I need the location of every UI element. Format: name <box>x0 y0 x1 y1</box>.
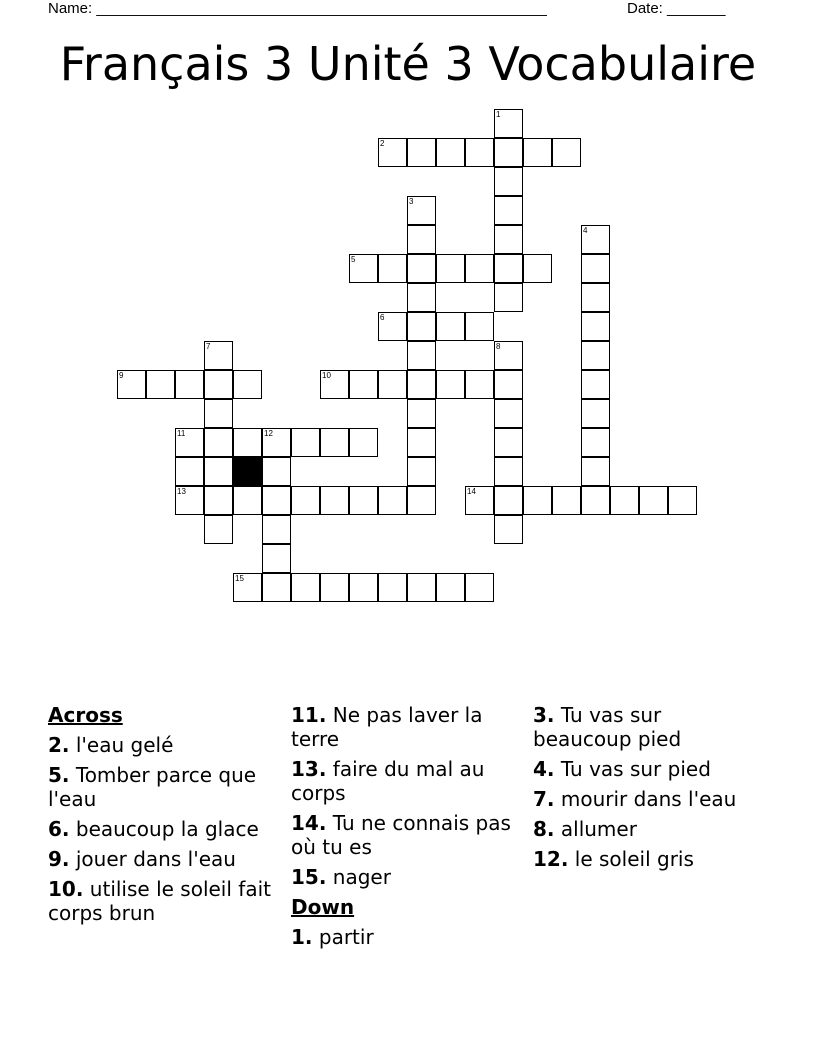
crossword-cell[interactable] <box>581 283 610 312</box>
crossword-cell[interactable] <box>465 486 494 515</box>
crossword-cell[interactable] <box>494 283 523 312</box>
crossword-cell[interactable] <box>494 457 523 486</box>
crossword-cell[interactable] <box>204 515 233 544</box>
crossword-cell[interactable] <box>204 486 233 515</box>
cell-number: 6 <box>380 313 385 322</box>
crossword-cell[interactable] <box>494 138 523 167</box>
crossword-cell[interactable] <box>407 341 436 370</box>
crossword-cell[interactable] <box>523 254 552 283</box>
cell-number: 5 <box>351 255 356 264</box>
clue-across-14: 14. Tu ne connais pas où tu es <box>291 811 511 859</box>
clue-down-8: 8. allumer <box>533 817 637 841</box>
crossword-cell[interactable] <box>581 457 610 486</box>
crossword-cell[interactable] <box>291 573 320 602</box>
cell-number: 14 <box>467 487 476 496</box>
crossword-cell[interactable] <box>523 486 552 515</box>
crossword-cell[interactable] <box>204 399 233 428</box>
crossword-cell[interactable] <box>233 428 262 457</box>
cell-number: 2 <box>380 139 385 148</box>
crossword-cell[interactable] <box>465 138 494 167</box>
crossword-cell[interactable] <box>581 225 610 254</box>
crossword-cell[interactable] <box>581 312 610 341</box>
crossword-cell[interactable] <box>552 486 581 515</box>
crossword-cell[interactable] <box>378 370 407 399</box>
crossword-cell[interactable] <box>378 254 407 283</box>
crossword-cell[interactable] <box>407 428 436 457</box>
clue-down-3: 3. Tu vas sur beaucoup pied <box>533 703 682 751</box>
crossword-cell[interactable] <box>494 196 523 225</box>
clue-across-6: 6. beaucoup la glace <box>48 817 259 841</box>
crossword-cell[interactable] <box>436 573 465 602</box>
crossword-cell[interactable] <box>262 515 291 544</box>
crossword-cell[interactable] <box>407 370 436 399</box>
crossword-cell[interactable] <box>581 341 610 370</box>
crossword-cell[interactable] <box>407 196 436 225</box>
crossword-cell[interactable] <box>494 341 523 370</box>
clue-across-2: 2. l'eau gelé <box>48 733 174 757</box>
clue-across-15: 15. nager <box>291 865 391 889</box>
cell-number: 1 <box>496 110 501 119</box>
crossword-cell[interactable] <box>581 370 610 399</box>
cell-number: 12 <box>264 429 273 438</box>
clues-column-2 <box>291 703 516 955</box>
crossword-cell[interactable] <box>378 312 407 341</box>
crossword-cell[interactable] <box>465 573 494 602</box>
crossword-cell[interactable] <box>204 428 233 457</box>
crossword-cell[interactable] <box>494 515 523 544</box>
crossword-cell[interactable] <box>233 573 262 602</box>
crossword-cell[interactable] <box>262 544 291 573</box>
across-heading: Across <box>48 703 123 727</box>
crossword-cell[interactable] <box>291 428 320 457</box>
crossword-cell[interactable] <box>610 486 639 515</box>
crossword-cell[interactable] <box>523 138 552 167</box>
crossword-cell[interactable] <box>349 573 378 602</box>
crossword-cell[interactable] <box>175 428 204 457</box>
clues-column-1 <box>48 703 273 931</box>
clues-column-3 <box>533 703 758 877</box>
crossword-cell[interactable] <box>262 573 291 602</box>
crossword-cell[interactable] <box>465 312 494 341</box>
crossword-cell[interactable] <box>320 370 349 399</box>
crossword-cell[interactable] <box>320 486 349 515</box>
cell-number: 3 <box>409 197 414 206</box>
crossword-cell[interactable] <box>262 457 291 486</box>
crossword-cell[interactable] <box>668 486 697 515</box>
clue-down-1: 1. partir <box>291 925 374 949</box>
crossword-cell[interactable] <box>407 225 436 254</box>
crossword-cell[interactable] <box>262 428 291 457</box>
crossword-cell[interactable] <box>494 399 523 428</box>
crossword-cell[interactable] <box>320 428 349 457</box>
date-line: Date: _______ <box>627 0 726 17</box>
crossword-cell[interactable] <box>581 486 610 515</box>
cell-number: 4 <box>583 226 588 235</box>
crossword-cell[interactable] <box>233 486 262 515</box>
clue-across-9: 9. jouer dans l'eau <box>48 847 236 871</box>
name-line: Name: ______________________________________________________ <box>48 0 547 17</box>
crossword-cell[interactable] <box>639 486 668 515</box>
cell-number: 10 <box>322 371 331 380</box>
crossword-cell[interactable] <box>494 167 523 196</box>
clue-across-13: 13. faire du mal au corps <box>291 757 485 805</box>
crossword-cell[interactable] <box>233 370 262 399</box>
crossword-cell[interactable] <box>407 283 436 312</box>
clue-down-4: 4. Tu vas sur pied <box>533 757 711 781</box>
crossword-cell[interactable] <box>581 254 610 283</box>
crossword-cell[interactable] <box>407 457 436 486</box>
cell-number: 15 <box>235 574 244 583</box>
crossword-cell[interactable] <box>349 370 378 399</box>
clue-across-10: 10. utilise le soleil fait corps brun <box>48 877 271 925</box>
crossword-cell[interactable] <box>204 341 233 370</box>
crossword-cell[interactable] <box>349 254 378 283</box>
crossword-cell[interactable] <box>378 573 407 602</box>
crossword-cell[interactable] <box>581 428 610 457</box>
crossword-cell[interactable] <box>175 457 204 486</box>
cell-number: 9 <box>119 371 124 380</box>
crossword-black-cell <box>233 457 262 486</box>
crossword-cell[interactable] <box>436 370 465 399</box>
crossword-cell[interactable] <box>262 486 291 515</box>
crossword-cell[interactable] <box>204 370 233 399</box>
crossword-cell[interactable] <box>175 370 204 399</box>
crossword-cell[interactable] <box>407 312 436 341</box>
crossword-cell[interactable] <box>494 225 523 254</box>
crossword-cell[interactable] <box>436 138 465 167</box>
crossword-cell[interactable] <box>378 486 407 515</box>
crossword-cell[interactable] <box>494 428 523 457</box>
crossword-cell[interactable] <box>349 486 378 515</box>
clue-across-11: 11. Ne pas laver la terre <box>291 703 483 751</box>
crossword-cell[interactable] <box>291 486 320 515</box>
cell-number: 8 <box>496 342 501 351</box>
crossword-cell[interactable] <box>552 138 581 167</box>
crossword-cell[interactable] <box>146 370 175 399</box>
crossword-cell[interactable] <box>465 254 494 283</box>
crossword-cell[interactable] <box>436 254 465 283</box>
crossword-cell[interactable] <box>407 138 436 167</box>
crossword-cell[interactable] <box>204 457 233 486</box>
crossword-cell[interactable] <box>494 254 523 283</box>
crossword-cell[interactable] <box>349 428 378 457</box>
cell-number: 11 <box>177 429 186 438</box>
cell-number: 7 <box>206 342 211 351</box>
down-heading: Down <box>291 895 355 919</box>
crossword-cell[interactable] <box>407 254 436 283</box>
cell-number: 13 <box>177 487 186 496</box>
crossword-cell[interactable] <box>407 399 436 428</box>
crossword-cell[interactable] <box>581 399 610 428</box>
crossword-cell[interactable] <box>407 486 436 515</box>
crossword-cell[interactable] <box>117 370 146 399</box>
page-title: Français 3 Unité 3 Vocabulaire <box>59 37 757 91</box>
crossword-cell[interactable] <box>436 312 465 341</box>
crossword-cell[interactable] <box>407 573 436 602</box>
crossword-cell[interactable] <box>378 138 407 167</box>
crossword-cell[interactable] <box>175 486 204 515</box>
crossword-cell[interactable] <box>320 573 349 602</box>
crossword-cell[interactable] <box>494 370 523 399</box>
crossword-cell[interactable] <box>494 486 523 515</box>
clue-down-7: 7. mourir dans l'eau <box>533 787 737 811</box>
clue-down-12: 12. le soleil gris <box>533 847 694 871</box>
clue-across-5: 5. Tomber parce que l'eau <box>48 763 257 811</box>
crossword-cell[interactable] <box>465 370 494 399</box>
crossword-cell[interactable] <box>494 109 523 138</box>
